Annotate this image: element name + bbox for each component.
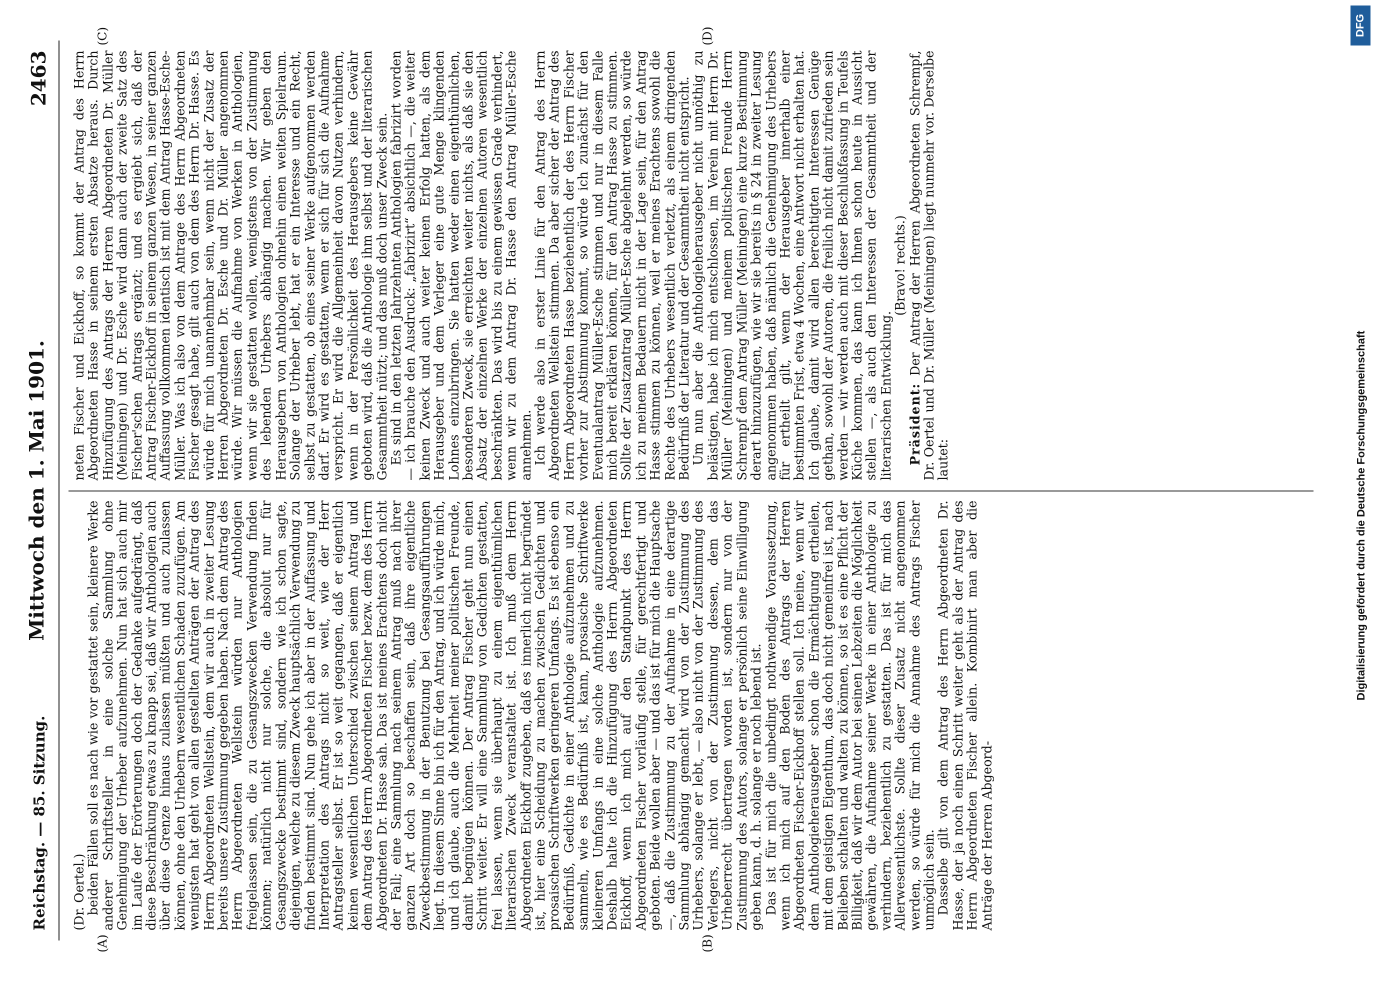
page-number: 2463 xyxy=(26,50,50,106)
margin-letter-d: (D) xyxy=(700,26,714,45)
margin-letter-c: (C) xyxy=(95,26,109,45)
left-column xyxy=(72,500,1313,930)
speaker-reference: (Dr. Oertel.) xyxy=(71,853,86,930)
page-header xyxy=(20,50,60,930)
digitization-credit: Digitalisierung gefördert durch die Deutsche Forschungsgemeinschaft xyxy=(1355,330,1367,700)
president-label: Präsident: xyxy=(906,382,922,465)
left-paragraph-1: beiden Fällen soll es nach wie vor gestattet sein, kleinere Werke anderer Schriftsteller in eine solche Sammlung ohne Genehmigung der Urheber aufzunehmen. Nun hat sich auch mir im Laufe der Erörterungen doch der Gedanke aufgedrängt, daß diese Beschränkung etwas zu knapp sei, daß wir Anthologien auch über diese Grenze hinaus zulassen müßten und auch zulassen können, ohne den Urhebern wesentlichen Schaden zuzufügen. Am wenigsten hat geht von allen gestellten Anträgen der Antrag des Herrn Abgeordneten Wellstein, dem wir auch in zweiter Lesung bereits unsere Zustimmung gegeben haben. Nach dem Antrag des Herrn Abgeordneten Wellstein würden nur Anthologien freigelassen sein, die zu Gesangszwecken Verwendung finden können; natürlich nicht nur solche, die absolut nur für Gesangszwecke bestimmt sind, sondern wie ich schon sagte, diejenigen, welche zu diesem Zweck hauptsächlich Verwendung zu finden bestimmt sind. Nun gehe ich aber in der Auffassung und Interpretation des Antrags nicht so weit, wie der Herr Antragsteller selbst. Er ist so weit gegangen, daß er eigentlich keinen wesentlichen Unterschied zwischen seinem Antrag und dem Antrag des Herrn Abgeordneten Fischer bezw. dem des Herrn Abgeordneten Dr. Hasse sah. Das ist meines Erachtens doch nicht der Fall; eine Sammlung nach seinem Antrag muß nach ihrer ganzen Art doch so beschaffen sein, daß ihre eigentliche Zweckbestimmung in der Benutzung bei Gesangsaufführungen liegt. In diesem Sinne bin ich für den Antrag, und ich würde mich, und ich glaube, auch die Mehrheit meiner politischen Freunde, damit begnügen können. Der Antrag Fischer geht nun einen Schritt weiter. Er will eine Sammlung von Gedichten gestatten, frei lassen, wenn sie überhaupt zu einem eigenthümlichen literarischen Zweck veranstaltet ist. Ich muß dem Herrn Abgeordneten Eickhoff zugeben, daß es innerlich nicht begründet ist, hier eine Scheidung zu machen zwischen Gedichten und prosaischen Schriftwerken geringeren Umfangs. Es ist ebenso ein Bedürfniß, Gedichte in einer Anthologie aufzunehmen und zu sammeln, wie es Bedürfniß ist, kann, prosaische Schriftwerke kleineren Umfangs in eine solche Anthologie aufzunehmen. Deshalb halte ich die Hinzufügung des Herrn Abgeordneten Eickhoff, wenn ich mich auf den Standpunkt des Herrn Abgeordneten Fischer vorläufig stelle, für gerechtfertigt und geboten. Beide wollen aber — und das ist für mich die Hauptsache —, daß die Zustimmung zu der Aufnahme in eine derartige Sammlung abhängig gemacht wird von der Zustimmung des Urhebers, solange er lebt, — also nicht von der Zustimmung des Verlegers, nicht von der Zustimmung dessen, dem das Urheberrecht übertragen worden ist, sondern nur von der Zustimmung des Autors, solange er persönlich seine Einwilligung geben kann, d. h. solange er noch lebend ist. xyxy=(85,500,764,930)
president-statement xyxy=(908,50,951,480)
dfg-logo: DFG xyxy=(1350,5,1370,45)
column-divider xyxy=(68,490,1313,491)
right-paragraph-2: Es sind in den letzten Jahrzehnten Anthologien fabrizirt worden — ich brauche den Ausdruck: „fabrizirt“ absichtlich —, die weiter keinen Zweck und auch weiter keinen Erfolg hatten, als dem Herausgeber und dem Verleger eine gute Menge klingenden Lohnes einzubringen. Sie hatten weder einen eigenthümlichen, besonderen Zweck, sie erreichten weiter nichts, als daß sie den Absatz der einzelnen Werke der einzelnen Autoren wesentlich beschränkten. Das wird bis zu einem gewissen Grade verhindert, wenn wir zu dem Antrag Dr. Hasse den Antrag Müller-Esche annehmen. xyxy=(387,50,533,480)
applause-note: (Bravo! rechts.) xyxy=(892,214,908,316)
right-paragraph-3: Ich werde also in erster Linie für den Antrag des Herrn Abgeordneten Wellstein stimmen. Da aber sicher der Antrag des Herrn Abgeordneten Hasse beziehentlich der des Herrn Fischer vorher zur Abstimmung kommt, so würde ich zunächst für den Eventualantrag Müller-Esche stimmen und nur in diesem Falle mich bereit erklären können, für den Antrag Hasse zu stimmen. Sollte der Zusatzantrag Müller-Esche abgelehnt werden, so würde ich zu meinem Bedauern nicht in der Lage sein, für den Antrag Hasse stimmen zu können, weil er meines Erachtens sowohl die Rechte des Urhebers wesentlich verletzt, als einem dringenden Bedürfniß der Literatur und der Gesammtheit nicht entspricht. xyxy=(532,50,692,480)
right-paragraph-1: neten Fischer und Eickhoff, so kommt der Antrag des Herrn Abgeordneten Hasse in seinem ersten Absatze heraus. Durch Hinzufügung des Antrags der Herren Abgeordneten Dr. Müller (Meiningen) und Dr. Esche wird dann auch der zweite Satz des Fischer'schen Antrags ergänzt; und es ergiebt sich, daß der Antrag Fischer-Eickhoff in seinem ganzen Wesen, in seiner ganzen Auffassung vollkommen identisch ist mit dem Antrag Hasse-Esche-Müller. Was ich also von dem Antrage des Herrn Abgeordneten Fischer gesagt habe, gilt auch von dem des Herrn Dr. Hasse. Es würde für mich unannehmbar sein, wenn nicht der Zusatz der Herren Abgeordneten Dr. Esche und Dr. Müller angenommen würde. Wir müssen die Aufnahme von Werken in Anthologien, wenn wir sie gestatten wollen, wenigstens von der Zustimmung des lebenden Urhebers abhängig machen. Wir geben den Herausgebern von Anthologien ohnehin einen weiten Spielraum. Solange der Urheber lebt, hat er ein Interesse und ein Recht, selbst zu gestatten, ob eines seiner Werke aufgenommen werden darf. Er wird es gestatten, wenn er sich für sich die Aufnahme verspricht. Er wird die Allgemeinheit davon Nutzen verhindern, wenn in der Persönlichkeit des Herausgebers keine Gewähr geboten wird, daß die Anthologie ihm selbst und der literarischen Gesammtheit nützt; und das muß doch unser Zweck sein. xyxy=(71,50,389,480)
right-paragraph-4: Um nun aber die Anthologieherausgeber nicht unnöthig zu belästigen, habe ich mich entschlossen, im Verein mit Herrn Dr. Müller (Meiningen) und meinem politischen Freunde Herrn Schrempf dem Antrag Müller (Meiningen) eine kurze Bestimmung derart hinzuzufügen, wie wir sie bereits in § 24 in zweiter Lesung angenommen haben, daß nämlich die Genehmigung des Urhebers für ertheilt gilt, wenn der Herausgeber innerhalb einer bestimmten Frist, etwa 4 Wochen, eine Antwort nicht erhalten hat. Ich glaube, damit wird allen berechtigten Interessen Genüge gethan, sowohl der Autoren, die freilich nicht damit zufrieden sein werden — wir werden auch mit dieser Beschlußfassung in Teufels Küche kommen, das kann ich Ihnen schon heute in Aussicht stellen —, als auch den Interessen der Gesammtheit und der literarischen Entwicklung. xyxy=(690,50,893,480)
header-session: Reichstag. — 85. Sitzung. xyxy=(30,715,48,930)
president-text: Der Antrag der Herren Abgeordneten Schrempf, Dr. Oertel und Dr. Müller (Meiningen) liegt nunmehr vor. Derselbe lautet: xyxy=(906,50,951,480)
header-rule xyxy=(58,40,59,940)
right-column xyxy=(72,50,1313,480)
margin-letter-b: (B) xyxy=(700,933,714,952)
header-date: Mittwoch den 1. Mai 1901. xyxy=(24,339,48,641)
margin-letter-a: (A) xyxy=(95,933,109,952)
left-paragraph-3: Dasselbe gilt von dem Antrag des Herrn Abgeordneten Dr. Hasse, der ja noch einen Schritt weiter geht als der Antrag des Herrn Abgeordneten Fischer allein. Kombinirt man aber die Anträge der Herren Abgeord- xyxy=(935,500,994,930)
left-paragraph-2: Das ist für mich die unbedingt nothwendige Voraussetzung, wenn ich mich auf den Boden des Antrags der Herren Abgeordneten Fischer-Eickhoff stellen soll. Ich meine, wenn wir dem Anthologieherausgeber schon die Ermächtigung ertheilen, mit dem geistigen Eigenthum, das doch nicht gemeinfrei ist, nach Belieben schalten und walten zu können, so ist es eine Pflicht der Billigkeit, daß wir dem Autor bei seinen Lebzeiten die Möglichkeit gewähren, die Aufnahme seiner Werke in einer Anthologie zu verhindern, beziehentlich zu gestatten. Das ist für mich das Allerwesentlichste. Sollte dieser Zusatz nicht angenommen werden, so würde für mich die Annahme des Antrags Fischer unmöglich sein. xyxy=(762,500,936,930)
